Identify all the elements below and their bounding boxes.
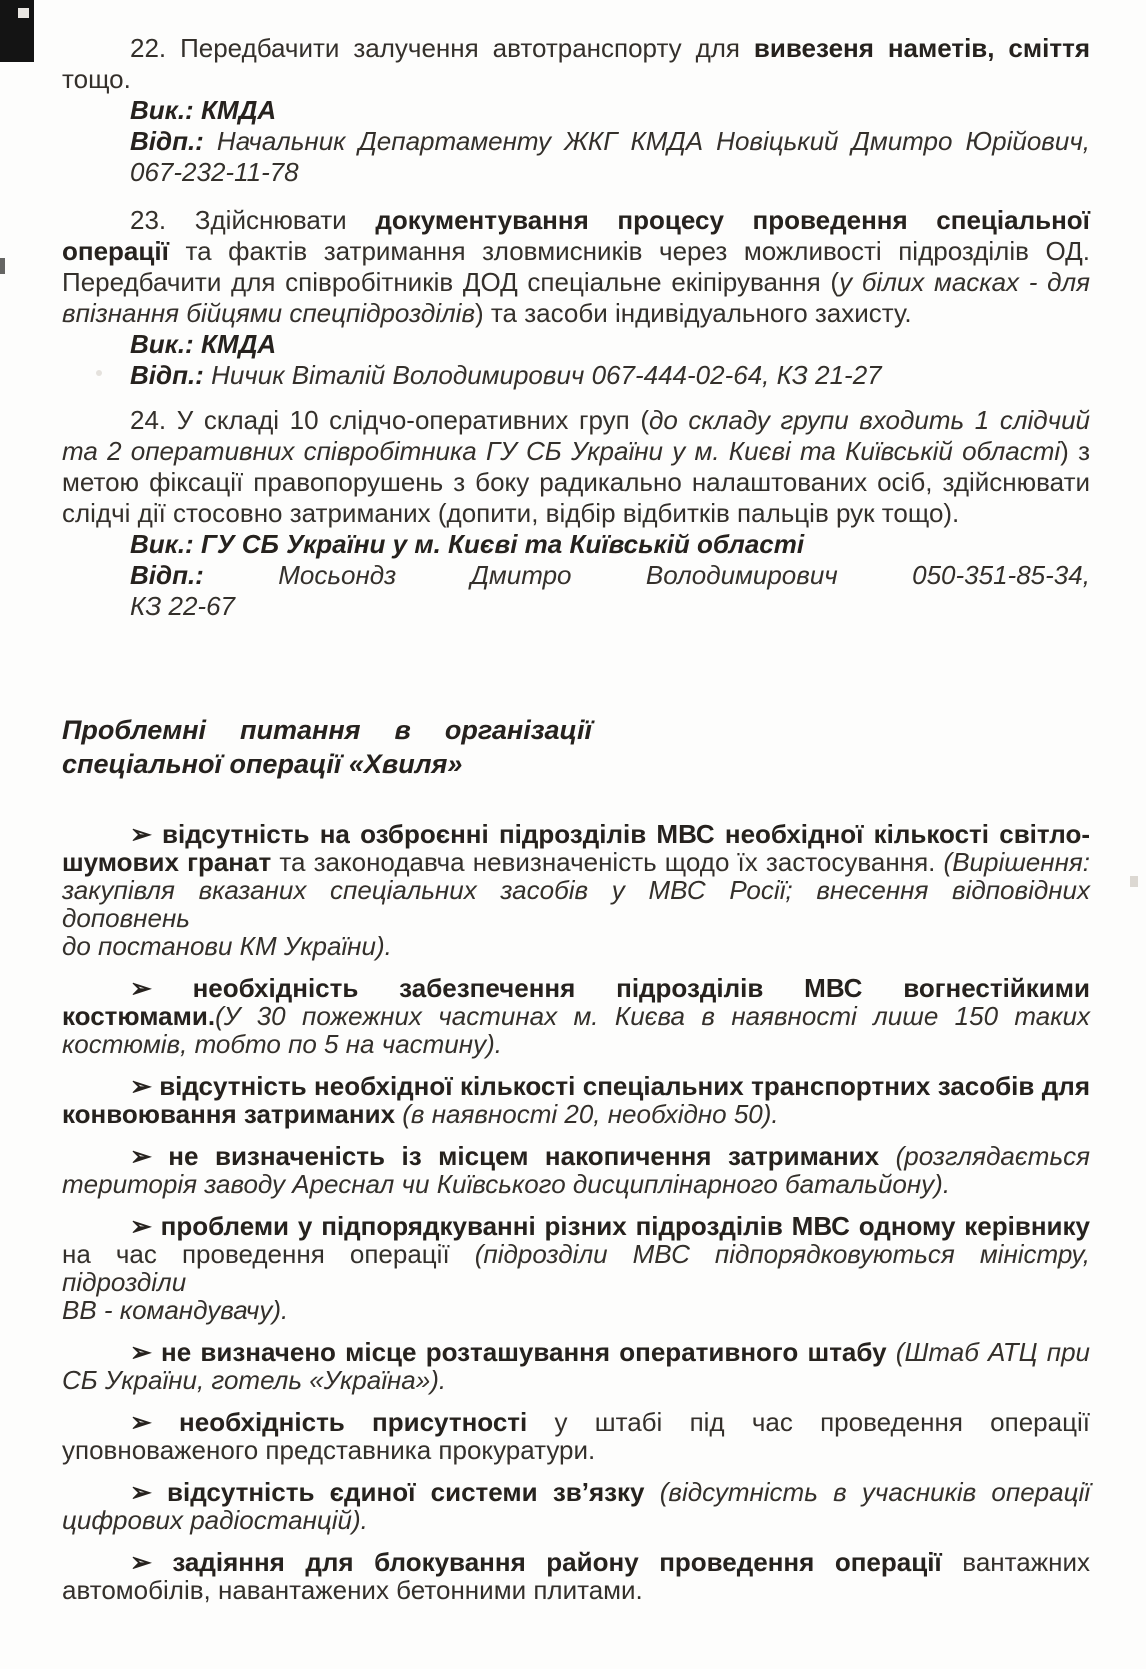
text-line xyxy=(62,298,1090,329)
text-line xyxy=(62,876,1090,932)
text-line xyxy=(62,1506,1090,1534)
text-line xyxy=(62,932,1090,960)
bullet-marker-text: ➢ відсутність на озброєнні підрозділів МВС необхідної кількості світло- xyxy=(130,819,1090,849)
text-segment: (підрозділи МВС підпорядковуються міністру, підрозділи xyxy=(62,1239,1090,1297)
bullet-item xyxy=(62,1072,1090,1128)
text-line xyxy=(62,467,1090,498)
text-segment: вантажних xyxy=(962,1547,1090,1577)
text-segment: Вик.: КМДА xyxy=(130,95,277,125)
bullet-item xyxy=(62,1338,1090,1394)
text-segment: на час проведення операції xyxy=(62,1239,475,1269)
bullet-item xyxy=(62,1212,1090,1324)
text-segment: 23. Здійснювати xyxy=(130,205,376,235)
section-heading xyxy=(62,713,1090,781)
text-segment: 22. Передбачити залучення автотранспорту для xyxy=(130,33,754,63)
text-line xyxy=(62,1436,1090,1464)
text-segment: та фактів затримання зловмисників через можливості підрозділів ОД. xyxy=(168,236,1090,266)
text-segment: (розглядається xyxy=(895,1141,1090,1171)
paragraph xyxy=(62,405,1090,622)
bullet-marker-text: ➢ необхідність забезпечення підрозділів МВС вогнестійкими xyxy=(130,973,1090,1003)
text-line xyxy=(62,1072,1090,1100)
bullet-marker-text: ➢ не визначено місце розташування оперативного штабу xyxy=(130,1337,896,1367)
bullet-marker-text: ➢ відсутність необхідної кількості спеціальних транспортних засобів для xyxy=(130,1071,1090,1101)
text-line xyxy=(62,205,1090,236)
text-segment: питання xyxy=(240,715,361,745)
paragraph xyxy=(62,205,1090,391)
text-line xyxy=(62,1170,1090,1198)
text-line xyxy=(62,974,1090,1002)
text-line xyxy=(62,157,1090,188)
text-segment: Ничик Віталій Володимирович 067-444-02-64, КЗ 21-27 xyxy=(211,360,882,390)
text-segment: територія заводу Ареснал чи Київського дисциплінарного батальйону). xyxy=(62,1169,951,1199)
text-segment: Проблемні xyxy=(62,715,207,745)
text-line xyxy=(62,360,1090,391)
text-line xyxy=(62,1548,1090,1576)
bullet-item xyxy=(62,1408,1090,1464)
text-segment: Відп.: xyxy=(130,360,212,390)
text-segment: СБ України, готель «Україна»). xyxy=(62,1365,447,1395)
text-segment: впізнання бійцями спецпідрозділів xyxy=(62,298,476,328)
text-segment: спеціальної операції «Хвиля» xyxy=(62,749,463,779)
bullet-marker-text: ➢ відсутність єдиної системи зв’язку xyxy=(130,1477,660,1507)
text-segment: та законодавча невизначеність щодо їх застосування. xyxy=(271,847,944,877)
text-segment: (в наявності 20, необхідно 50). xyxy=(402,1099,779,1129)
text-segment: вивезеня наметів, сміття xyxy=(753,33,1090,63)
text-segment: слідчі дії стосовно затриманих (допити, відбір відбитків пальців рук тощо). xyxy=(62,498,960,528)
text-segment: до складу групи входить 1 слідчий xyxy=(649,405,1091,435)
text-segment: Начальник Департаменту ЖКГ КМДА Новіцький Дмитро Юрійович, xyxy=(216,126,1090,156)
text-line xyxy=(62,820,1090,848)
text-segment: КЗ 22-67 xyxy=(130,591,236,621)
bullet-item xyxy=(62,820,1090,960)
text-line xyxy=(62,1030,1090,1058)
text-segment: Передбачити для співробітників ДОД спеціальне екіпірування ( xyxy=(62,267,840,297)
text-line xyxy=(62,329,1090,360)
text-segment: цифрових радіостанцій). xyxy=(62,1505,368,1535)
text-segment: Вик.: ГУ СБ України у м. Києві та Київській області xyxy=(130,529,805,559)
text-line xyxy=(62,405,1090,436)
text-line xyxy=(62,1212,1090,1240)
text-line xyxy=(62,1142,1090,1170)
text-line xyxy=(62,33,1090,64)
text-line xyxy=(62,1366,1090,1394)
text-segment: до постанови КМ України). xyxy=(62,931,392,961)
text-segment: Відп.: xyxy=(130,126,217,156)
text-line xyxy=(62,1408,1090,1436)
scan-edge-artifact xyxy=(0,258,5,274)
text-segment: Мосьондз xyxy=(278,560,397,590)
text-line xyxy=(62,236,1090,267)
bullet-marker-text: ➢ задіяння для блокування району проведення операції xyxy=(130,1547,963,1577)
paragraph xyxy=(62,33,1090,188)
bullet-item xyxy=(62,1478,1090,1534)
text-segment: ВВ - командувачу). xyxy=(62,1295,289,1325)
text-line xyxy=(62,1002,1090,1030)
text-line xyxy=(62,529,1090,560)
text-segment: Відп.: xyxy=(130,560,204,590)
text-segment: операції xyxy=(62,236,169,266)
document-content xyxy=(62,33,1090,1604)
text-segment: шумових гранат xyxy=(62,847,272,877)
bullet-marker-text: ➢ не визначеність із місцем накопичення затриманих xyxy=(130,1141,896,1171)
text-segment: у штабі під час проведення операції xyxy=(527,1407,1090,1437)
text-line xyxy=(62,126,1090,157)
bullet-item xyxy=(62,974,1090,1058)
text-segment: 067-232-11-78 xyxy=(130,157,299,187)
bullet-item xyxy=(62,1142,1090,1198)
text-segment: уповноваженого представника прокуратури. xyxy=(62,1435,596,1465)
text-segment: Вик.: КМДА xyxy=(130,329,277,359)
text-segment: у білих масках - для xyxy=(839,267,1090,297)
scan-speck xyxy=(1130,876,1138,887)
bullet-marker-text: ➢ необхідність присутності xyxy=(130,1407,528,1437)
text-line xyxy=(62,591,1090,622)
scan-speck xyxy=(18,8,29,18)
text-segment: тощо. xyxy=(62,64,131,94)
text-segment: Дмитро xyxy=(470,560,572,590)
text-segment: (Вирішення: xyxy=(943,847,1090,877)
text-line xyxy=(62,95,1090,126)
text-line xyxy=(62,1296,1090,1324)
text-segment: 24. У складі 10 слідчо-оперативних груп ( xyxy=(130,405,650,435)
text-segment: костюмів, тобто по 5 на частину). xyxy=(62,1029,502,1059)
text-segment: метою фіксації правопорушень з боку радикально налаштованих осіб, здійснювати xyxy=(62,467,1090,497)
text-line xyxy=(62,713,592,747)
text-line xyxy=(62,1240,1090,1296)
text-segment: організації xyxy=(444,715,592,745)
text-segment: Володимирович xyxy=(645,560,838,590)
text-segment: закупівля вказаних спеціальних засобів у МВС Росії; внесення відповідних доповнень xyxy=(62,875,1090,933)
text-segment: в xyxy=(394,715,411,745)
bullet-marker-text: ➢ проблеми у підпорядкуванні різних підрозділів МВС одному керівнику xyxy=(130,1211,1090,1241)
text-segment: (відсутність в учасників операції xyxy=(659,1477,1090,1507)
text-line xyxy=(62,64,1090,95)
text-line xyxy=(62,1478,1090,1506)
text-segment: та 2 оперативних співробітника ГУ СБ України у м. Києві та Київській області xyxy=(62,436,1061,466)
bullet-item xyxy=(62,1548,1090,1604)
text-line xyxy=(62,267,1090,298)
text-segment: ) та засоби індивідуального захисту. xyxy=(475,298,912,328)
text-segment: конвоювання затриманих xyxy=(62,1099,403,1129)
text-line xyxy=(62,560,1090,591)
text-segment: (Штаб АТЦ при xyxy=(895,1337,1090,1367)
text-line xyxy=(62,1576,1090,1604)
text-segment: (У 30 пожежних частинах м. Києва в наявності лише 150 таких xyxy=(215,1001,1090,1031)
text-line xyxy=(62,747,1090,781)
text-line xyxy=(62,848,1090,876)
text-segment: документування процесу проведення спеціальної xyxy=(375,205,1090,235)
text-line xyxy=(62,1338,1090,1366)
text-segment: автомобілів, навантажених бетонними плитами. xyxy=(62,1575,643,1605)
text-line xyxy=(62,498,1090,529)
text-segment: ) з xyxy=(1060,436,1090,466)
text-segment: костюмами. xyxy=(62,1001,216,1031)
text-line xyxy=(62,436,1090,467)
text-segment: 050-351-85-34, xyxy=(912,560,1090,590)
text-line xyxy=(62,1100,1090,1128)
